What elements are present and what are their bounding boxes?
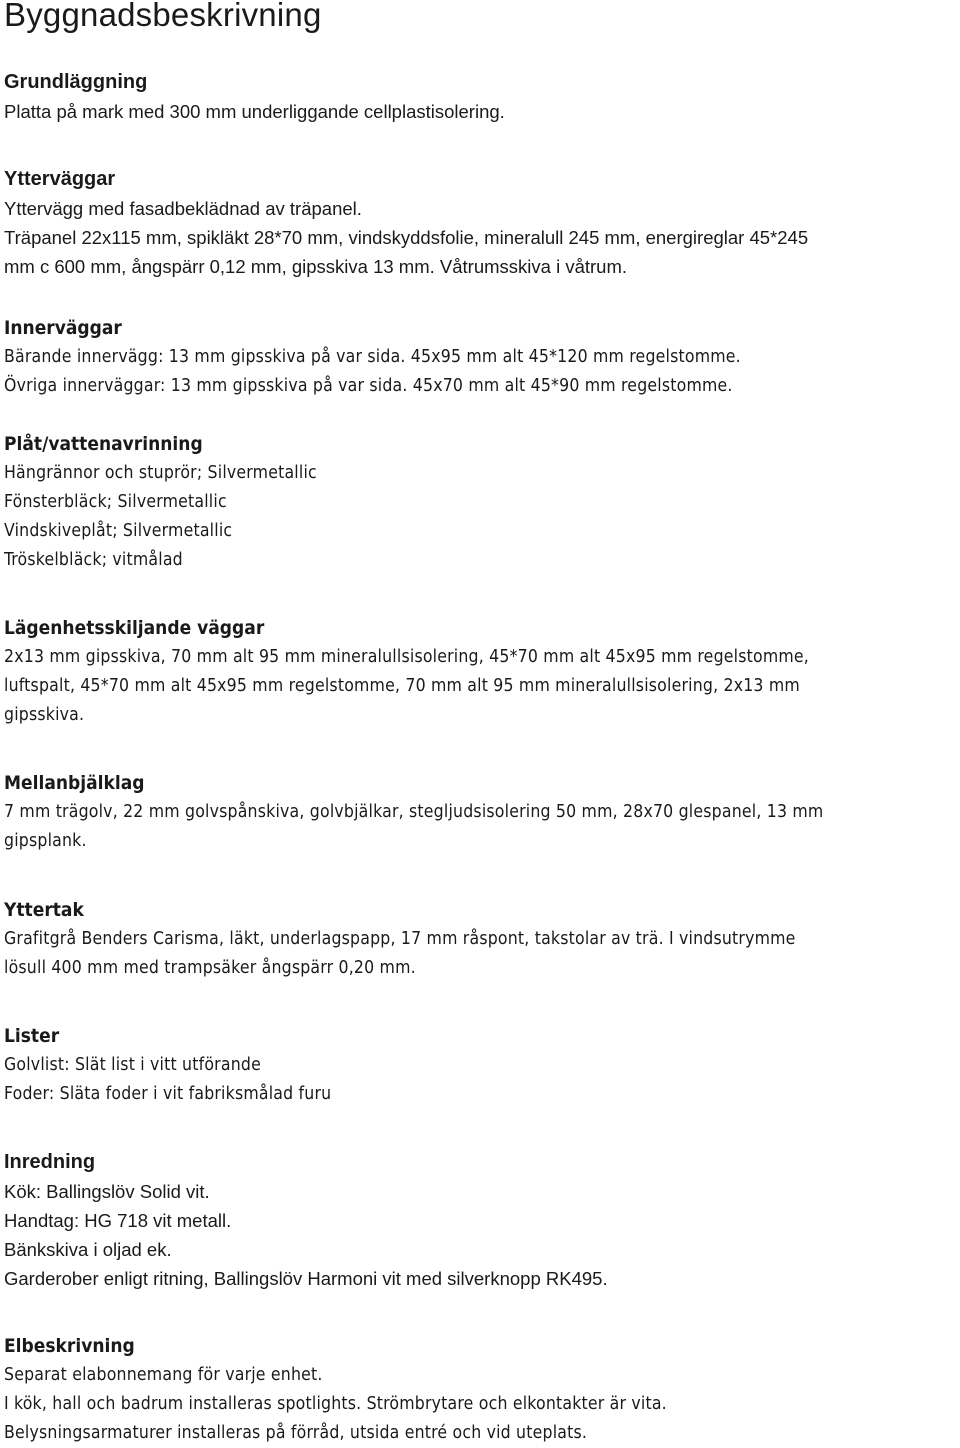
text-line: 2x13 mm gipsskiva, 70 mm alt 95 mm mineralullsisolering, 45*70 mm alt 45x95 mm regelstomme,: [4, 647, 809, 667]
section-grundlaggning: [4, 68, 960, 126]
text-line: Separat elabonnemang för varje enhet.: [4, 1365, 323, 1385]
text-line: Fönsterbläck; Silvermetallic: [4, 492, 227, 512]
section-inredning: [4, 1148, 960, 1293]
text-line: gipsplank.: [4, 831, 87, 851]
section-heading: Grundläggning: [4, 71, 148, 93]
section-lister: [4, 1022, 960, 1109]
text-line: Garderober enligt ritning, Ballingslöv Harmoni vit med silverknopp RK495.: [4, 1268, 608, 1289]
text-line: Träpanel 22x115 mm, spikläkt 28*70 mm, vindskyddsfolie, mineralull 245 mm, energireglar 45*245: [4, 227, 809, 248]
text-line: Bänkskiva i oljad ek.: [4, 1239, 172, 1260]
text-line: 7 mm trägolv, 22 mm golvspånskiva, golvbjälkar, stegljudsisolering 50 mm, 28x70 glespanel, 13 mm: [4, 802, 824, 822]
text-line: I kök, hall och badrum installeras spotlights. Strömbrytare och elkontakter är vita.: [4, 1394, 667, 1414]
section-heading: Innerväggar: [4, 317, 122, 339]
text-line: Platta på mark med 300 mm underliggande cellplastisolering.: [4, 101, 505, 122]
text-line: Golvlist: Slät list i vitt utförande: [4, 1055, 261, 1075]
section-heading: Yttertak: [4, 899, 84, 921]
text-line: lösull 400 mm med trampsäker ångspärr 0,20 mm.: [4, 958, 416, 978]
text-line: Foder: Släta foder i vit fabriksmålad furu: [4, 1084, 332, 1104]
section-heading: Ytterväggar: [4, 168, 116, 190]
section-innervaggar: [4, 314, 960, 401]
section-heading: Mellanbjälklag: [4, 772, 145, 794]
text-line: Vindskiveplåt; Silvermetallic: [4, 521, 233, 541]
section-heading: Elbeskrivning: [4, 1335, 135, 1357]
text-line: Tröskelbläck; vitmålad: [4, 550, 183, 570]
text-line: Hängrännor och stuprör; Silvermetallic: [4, 463, 317, 483]
page-title: Byggnadsbeskrivning: [4, 0, 322, 33]
section-heading: Lister: [4, 1025, 60, 1047]
text-line: gipsskiva.: [4, 705, 85, 725]
section-yttertak: [4, 896, 960, 983]
text-line: Bärande innervägg: 13 mm gipsskiva på var sida. 45x95 mm alt 45*120 mm regelstomme.: [4, 347, 741, 367]
text-line: Handtag: HG 718 vit metall.: [4, 1210, 232, 1231]
text-line: Övriga innerväggar: 13 mm gipsskiva på var sida. 45x70 mm alt 45*90 mm regelstomme.: [4, 376, 733, 396]
text-line: Grafitgrå Benders Carisma, läkt, underlagspapp, 17 mm råspont, takstolar av trä. I vindsutrymme: [4, 929, 796, 949]
text-line: luftspalt, 45*70 mm alt 45x95 mm regelstomme, 70 mm alt 95 mm mineralullsisolering, 2x13 mm: [4, 676, 800, 696]
section-mellanbjalklag: [4, 769, 960, 856]
section-heading: Inredning: [4, 1151, 96, 1173]
section-heading: Lägenhetsskiljande väggar: [4, 617, 265, 639]
text-line: mm c 600 mm, ångspärr 0,12 mm, gipsskiva 13 mm. Våtrumsskiva i våtrum.: [4, 256, 628, 277]
text-line: Kök: Ballingslöv Solid vit.: [4, 1181, 210, 1202]
section-elbeskrivning: [4, 1332, 960, 1448]
section-lagenhetsskiljande-vaggar: [4, 614, 960, 730]
section-ytterväggar: [4, 165, 960, 281]
text-line: Yttervägg med fasadbeklädnad av träpanel.: [4, 198, 362, 219]
text-line: Belysningsarmaturer installeras på förråd, utsida entré och vid uteplats.: [4, 1423, 588, 1443]
section-plat-vattenavrinning: [4, 430, 960, 575]
section-heading: Plåt/vattenavrinning: [4, 433, 203, 455]
